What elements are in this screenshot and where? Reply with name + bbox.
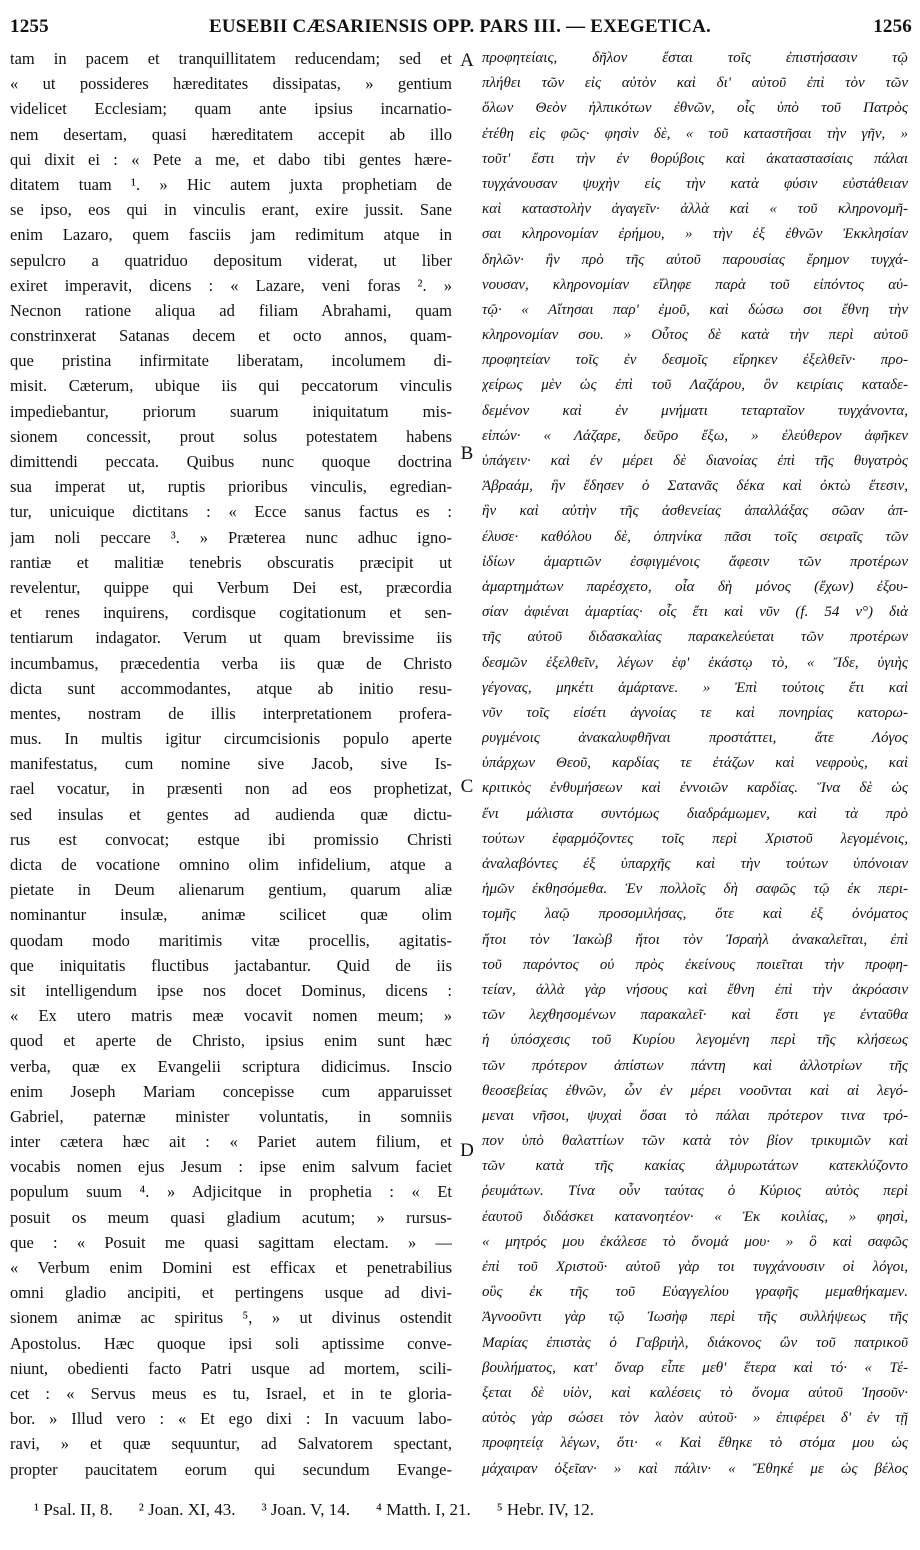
latin-text-line: tam in pacem et tranquillitatem reducendam; sed et: [10, 49, 452, 68]
latin-text-line: Gabriel, paternæ minister voluntatis, in somniis: [10, 1106, 452, 1126]
latin-text-line: populum suum ⁴. » Adjicitque in prophetia : « Et: [10, 1182, 452, 1202]
greek-text-line: ὑπάρχων Θεοῦ, καρδίας τε ἐτάζων καὶ νεφροὺς, καὶ: [482, 755, 908, 772]
footnote-4: ⁴ Matth. I, 21.: [376, 1500, 471, 1519]
latin-text-line: exiret imperavit, dicens : « Lazare, veni foras ². »: [10, 275, 452, 295]
latin-text-line: « Verbum enim Domini est efficax et penetrabilius: [10, 1258, 452, 1277]
greek-text-line: αὐτὸς γὰρ σώσει τὸν λαὸν αὐτοῦ· » ἐπιφέρει δ' ἐν τῇ: [482, 1410, 908, 1427]
greek-text-line: ἀναλαβόντες ἐξ ὑπαρχῆς καὶ τὴν τούτων ὑπόνοιαν: [482, 856, 908, 872]
page-number-right: 1256: [873, 16, 912, 37]
latin-text-line: rantiæ et malitiæ tenebris obscuratis præcipit ut: [10, 552, 452, 572]
latin-text-line: sua imperat ut, ruptis prioribus vinculis, egredian-: [10, 477, 452, 497]
running-title: EUSEBII CÆSARIENSIS OPP. PARS III. — EXEGETICA.: [209, 16, 711, 37]
latin-text-line: revelentur, quippe qui Verbum Dei est, præcordia: [10, 577, 452, 597]
latin-text-line: bor. » Illud vero : « Et ego dixi : In vacuum labo-: [10, 1409, 452, 1429]
latin-text-line: enim Joseph Mariam concepisse cum apparuisset: [10, 1081, 452, 1101]
greek-text-line: δεσμῶν ἐξελθεῖν, λέγων ἐφ' ἑκάστῳ τὸ, « Ἴδε, ὑγιὴς: [482, 654, 908, 671]
latin-text-line: quod et aperte de Christo, ipsius enim sunt hæc: [10, 1031, 452, 1051]
greek-text-line: νῦν τοῖς εἰσέτι ἀγνοίας τε καὶ πονηρίας κατορω-: [482, 704, 908, 721]
greek-text-line: Μαρίας ἐπιστὰς ὁ Γαβριὴλ, διάκονος ὢν τοῦ πατρικοῦ: [482, 1334, 908, 1351]
greek-text-line: θεοσεβείας ἐθνῶν, ὧν ἐν μέρει νοοῦνται καὶ αἱ λεγό-: [482, 1082, 908, 1099]
greek-text-line: κληρονομίαν σου. » Οὗτος δὲ κατὰ τὴν περὶ αὐτοῦ: [482, 327, 908, 344]
greek-text-line: ἡ ὑπόσχεσις τοῦ Κυρίου λεγομένη περὶ τῆς κλήσεως: [482, 1032, 908, 1049]
greek-text-line: Ἀβραάμ, ἣν ἔδησεν ὁ Σατανᾶς δέκα καὶ ὀκτὼ ἔτεσιν,: [482, 478, 908, 495]
latin-text-line: sionem animæ ac spiritus ⁵, » ut divinus ostendit: [10, 1308, 452, 1328]
latin-text-line: dicta de vocatione omnino olim infidelium, atque a: [10, 855, 452, 874]
latin-text-line: dicta sunt accommodantes, atque ab initio resu-: [10, 678, 452, 698]
latin-text-line: « ut possideres hæreditates dissipatas, » gentium: [10, 74, 452, 94]
latin-text-line: quodam modo maritimis vitæ procellis, agitatis-: [10, 930, 452, 950]
greek-text-line: πλήθει τῶν εἰς αὐτὸν καὶ δι' αὐτοῦ ἐπὶ τὸν τῶν: [482, 75, 908, 92]
latin-text-line: pietate in Deum alienarum gentium, quarum aliæ: [10, 880, 452, 900]
greek-text-line: τῆς αὐτοῦ διδασκαλίας παρακελεύεται τῶν προτέρων: [482, 629, 908, 646]
margin-marker-c: C: [460, 776, 474, 797]
latin-text-line: niunt, obedienti facto Patri usque ad mortem, scili-: [10, 1358, 452, 1378]
greek-text-line: μάχαιραν ὀξεῖαν· » καὶ πάλιν· « Ἔθηκέ με ὡς βέλος: [482, 1460, 908, 1477]
margin-marker-b: B: [460, 443, 474, 464]
margin-marker-a: A: [460, 50, 474, 71]
latin-text-line: mentes, nostram de illis interpretationem profera-: [10, 703, 452, 723]
latin-text-line: videlicet Ecclesiam; quam ante ipsius incarnatio-: [10, 99, 452, 119]
latin-text-line: ravi, » et quæ sequuntur, ad Salvatorem spectant,: [10, 1434, 452, 1454]
greek-text-line: ἔνι μάλιστα συντόμως διαδράμωμεν, καὶ τὰ πρὸ: [482, 805, 908, 822]
greek-text-line: προφητείαις, δῆλον ἔσται τοῖς ἐπιστήσασιν τῷ: [482, 50, 908, 66]
latin-text-line: se ipso, eos qui in vinculis erant, exire jussit. Sane: [10, 200, 452, 220]
greek-text-line: σαι κληρονομίαν ἐρήμου, » τὴν ἐξ ἐθνῶν Ἐκκλησίαν: [482, 226, 908, 243]
greek-text-line: ξεται δὲ υἱὸν, καὶ καλέσεις τὸ ὄνομα αὐτοῦ Ἰησοῦν·: [482, 1384, 908, 1401]
latin-text-line: mus. In multis igitur circumcisionis populo aperte: [10, 729, 452, 749]
footnote-1: ¹ Psal. II, 8.: [34, 1500, 113, 1519]
greek-text-line: δεμένον καὶ ἐν μνήματι τεταρταῖον τυγχάνοντα,: [482, 402, 908, 419]
greek-text-line: ἤτοι τὸν Ἰακὼβ ἤτοι τὸν Ἰσραὴλ ἀνακαλεῖται, ἐπὶ: [482, 931, 908, 948]
greek-text-line: ἣν καὶ αὐτὴν τῆς ἀσθενείας ἀπαλλάξας σῶαν ἀπ-: [482, 503, 908, 520]
latin-text-line: cet : « Servus meus es tu, Israel, et in te gloria-: [10, 1383, 452, 1403]
latin-text-line: dimittendi peccata. Quibus nunc quoque doctrina: [10, 452, 452, 471]
greek-text-line: βουλήματος, κατ' ὄναρ εἶπε μεθ' ἕτερα καὶ τό· « Τέ-: [482, 1359, 908, 1376]
latin-text-line: incumbamus, præcedentia verba iis quæ de Christo: [10, 653, 452, 673]
greek-text-line: ὑπάγειν· καὶ ἐν μέρει δὲ διανοίας ἐπὶ τῆς θυγατρὸς: [482, 453, 908, 469]
latin-text-line: tur, unicuique dictitans : « Ecce sanus factus es :: [10, 502, 452, 522]
greek-text-line: « μητρός μου ἐκάλεσε τὸ ὄνομά μου· » ὃ καὶ σαφῶς: [482, 1233, 908, 1250]
greek-text-line: τῶν λεχθησομένων παρακαλεῖ· καὶ ἔστι γε ἐνταῦθα: [482, 1007, 908, 1024]
page-header: [0, 16, 920, 40]
latin-text-line: jam noli peccare ³. » Præterea nunc adhuc igno-: [10, 527, 452, 547]
latin-text-line: rael vocatur, in præsenti non ad eos prophetizat,: [10, 779, 452, 799]
latin-text-line: « Ex utero matris meæ vocavit nomen meum; »: [10, 1006, 452, 1026]
latin-text-line: que iniquitatis fluctibus jactabantur. Quid de iis: [10, 955, 452, 975]
greek-text-line: Ἀγνοοῦντι γὰρ τῷ Ἰωσὴφ περὶ τῆς συλλήψεως τῆς: [482, 1309, 908, 1326]
greek-text-line: τοῦτ' ἔστι τὴν ἐν θορύβοις καὶ ἀκαταστασίαις πάλαι: [482, 150, 908, 167]
greek-column: [482, 46, 908, 1482]
latin-text-line: propter paucitatem eorum qui secundum Evange-: [10, 1459, 452, 1479]
greek-text-line: τούτων ἐφαρμόζοντες τοῖς περὶ Χριστοῦ λεγομένοις,: [482, 830, 908, 847]
greek-text-line: πον ὑπὸ θαλαττίων τῶν κατὰ τὸν βίον τρικυμιῶν καὶ: [482, 1133, 908, 1150]
latin-text-line: impediebantur, priorum suarum iniquitatum mis-: [10, 401, 452, 421]
greek-text-line: ὅλων Θεὸν ἡλπικότων ἐθνῶν, οἷς ὑπὸ τοῦ Πατρὸς: [482, 100, 908, 117]
page-number-left: 1255: [10, 16, 49, 37]
latin-text-line: manifestatus, cum nomine sive Jacob, sive Is-: [10, 754, 452, 774]
latin-text-line: sionem concessit, prout solus potestatem habens: [10, 426, 452, 446]
greek-text-line: προφητείᾳ λέγων, ὅτι· « Καὶ ἔθηκε τὸ στόμα μου ὡς: [482, 1435, 908, 1452]
latin-text-line: enim Lazaro, quem fasciis jam redimitum atque in: [10, 225, 452, 245]
latin-text-line: nominantur insulæ, animæ scilicet quæ olim: [10, 905, 452, 925]
greek-text-line: καὶ καταστολὴν ἀγαγεῖν· ἀλλὰ καὶ « τοῦ κληρονομῆ-: [482, 201, 908, 218]
latin-text-line: Necnon ratione aliqua ad filiam Abrahami, quam: [10, 300, 452, 320]
greek-text-line: χείρως μὲν ὡς ἐπὶ τοῦ Λαζάρου, ὃν κειρίαις καταδε-: [482, 377, 908, 394]
greek-text-line: τομῆς λαῷ προσομιλήσας, ὅτε καὶ ἐξ ὀνόματος: [482, 906, 908, 923]
greek-text-line: τοῦ παρόντος οὐ πρὸς ἐκείνους ποιεῖται τὴν προφη-: [482, 956, 908, 973]
greek-text-line: σίαν ἀφιέναι ἁμαρτίας· οἷς ἔτι καὶ νῦν (f. 54 v°) διὰ: [482, 604, 908, 621]
greek-text-line: ἰδίων ἁμαρτιῶν ἐσφιγμένοις ἄφεσιν τῶν προτέρων: [482, 553, 908, 570]
greek-text-line: εἰπών· « Λάζαρε, δεῦρο ἔξω, » ἐλεύθερον ἀφῆκεν: [482, 427, 908, 444]
latin-text-line: rus est convocat; estque ibi promissio Christi: [10, 829, 452, 849]
latin-text-line: verba, quæ ex Evangelii scriptura didicimus. Inscio: [10, 1056, 452, 1076]
greek-text-line: κριτικὸς ἐνθυμήσεων καὶ ἐννοιῶν καρδίας. Ἵνα δὲ ὡς: [482, 780, 908, 797]
latin-text-line: sit intelligendum ipse nos docet Dominus, dicens :: [10, 980, 452, 1000]
latin-text-line: Apostolus. Hæc quoque ipsi soli aptissime conve-: [10, 1333, 452, 1353]
greek-text-line: τῶν κατὰ τῆς κακίας ἁλμυρωτάτων κατεκλύζοντο: [482, 1158, 908, 1175]
latin-text-line: nem desertam, quasi hæreditatem accepit ab illo: [10, 124, 452, 144]
greek-text-line: ἁμαρτημάτων παρέσχετο, οἷα δὴ μόνος (ἔχων) ἐξου-: [482, 578, 908, 595]
footnote-2: ² Joan. XI, 43.: [138, 1500, 236, 1519]
footnote-3: ³ Joan. V, 14.: [261, 1500, 351, 1519]
latin-column: [10, 46, 452, 1482]
greek-text-line: γέγονας, μηκέτι ἁμάρτανε. » Ἐπὶ τούτοις ἔτι καὶ: [482, 679, 908, 696]
latin-text-line: et renes inquirens, cordisque cogitationum et sen-: [10, 603, 452, 623]
greek-text-line: έλυσε· καθόλου δὲ, ὁπηνίκα πᾶσι τοῖς σειραῖς τῶν: [482, 528, 908, 545]
greek-text-line: ῥευμάτων. Τίνα οὖν ταύτας ὁ Κύριος αὐτὸς περὶ: [482, 1183, 908, 1200]
greek-text-line: δηλῶν· ἣν πρὸ τῆς αὐτοῦ παρουσίας ἔρημον τυγχά-: [482, 251, 908, 268]
latin-text-line: posuit os meum quasi gladium acutum; » rursus-: [10, 1207, 452, 1227]
latin-text-line: qui dixit ei : « Pete a me, et dabo tibi gentes hære-: [10, 149, 452, 169]
latin-text-line: sed insulas et gentes ad audienda quæ dictu-: [10, 804, 452, 824]
greek-text-line: μεναι νῆσοι, ψυχαὶ ὅσαι τὸ πάλαι πρότερον τινα τρό-: [482, 1107, 908, 1124]
greek-text-line: προφητείαν τοῖς ἐν δεσμοῖς εἴρηκεν ἐξελθεῖν· προ-: [482, 352, 908, 369]
latin-text-line: vocabis nomen ejus Jesum : ipse enim salvum faciet: [10, 1157, 452, 1177]
greek-text-line: οὓς ἐκ τῆς τοῦ Εὐαγγελίου γραφῆς μεμαθήκαμεν.: [482, 1284, 908, 1301]
greek-text-line: ἐτέθη εἰς φῶς· φησὶν δὲ, « τοῦ καταστῆσαι τὴν γῆν, »: [482, 125, 908, 142]
latin-text-line: ditatem tuam ¹. » Hic autem juxta prophetiam de: [10, 174, 452, 194]
greek-text-line: τῶν πρότερον ἀπίστων πάντη καὶ ἀλλοτρίων τῆς: [482, 1057, 908, 1074]
footnotes: [34, 1500, 894, 1520]
greek-text-line: τυγχάνουσαν ψυχὴν εἰς τὴν κατὰ φύσιν εὐστάθειαν: [482, 175, 908, 192]
greek-text-line: ἐπὶ τοῦ Χριστοῦ· αὐτοῦ γὰρ τοι τυγχάνουσιν οἱ λόγοι,: [482, 1259, 908, 1275]
latin-text-line: que : « Posuit me quasi sagittam electam. » —: [10, 1232, 452, 1252]
greek-text-line: τῷ· « Αἴτησαι παρ' ἐμοῦ, καὶ δώσω σοι ἔθνη τὴν: [482, 301, 908, 318]
latin-text-line: que pristina infirmitate liberatam, incolumem di-: [10, 351, 452, 371]
margin-marker-d: D: [460, 1140, 474, 1161]
greek-text-line: ἑαυτοῦ διδάσκει κατανοητέον· « Ἐκ κοιλίας, » φησὶ,: [482, 1208, 908, 1225]
latin-text-line: tentiarum indagator. Verum ut quam brevissime iis: [10, 628, 452, 648]
latin-text-line: sepulcro a quatriduo depositum viderat, ut liber: [10, 250, 452, 270]
greek-text-line: νουσαν, κληρονομίαν εἴληφε παρὰ τοῦ εἰπόντος αὐ-: [482, 276, 908, 293]
latin-text-line: omni gladio ancipiti, et pertingens usque ad divi-: [10, 1283, 452, 1303]
greek-text-line: ἡμῶν ἐκθησόμεθα. Ἐν πολλοῖς δὴ σαφῶς τῷ ἐκ περι-: [482, 881, 908, 898]
greek-text-line: ρυγμένοις ἀνακαλυφθῆναι προστάττει, ἅτε Λόγος: [482, 730, 908, 747]
footnote-5: ⁵ Hebr. IV, 12.: [496, 1500, 594, 1519]
latin-text-line: constrinxerat Satanas decem et octo annos, quam-: [10, 326, 452, 346]
latin-text-line: inter cætera hæc ait : « Pariet autem filium, et: [10, 1132, 452, 1152]
greek-text-line: τείαν, ἀλλὰ γὰρ νήσους καὶ ἔθνη ἐπὶ τὴν ἀκρόασιν: [482, 981, 908, 998]
latin-text-line: misit. Cæterum, ubique iis qui peccatorum vinculis: [10, 376, 452, 396]
